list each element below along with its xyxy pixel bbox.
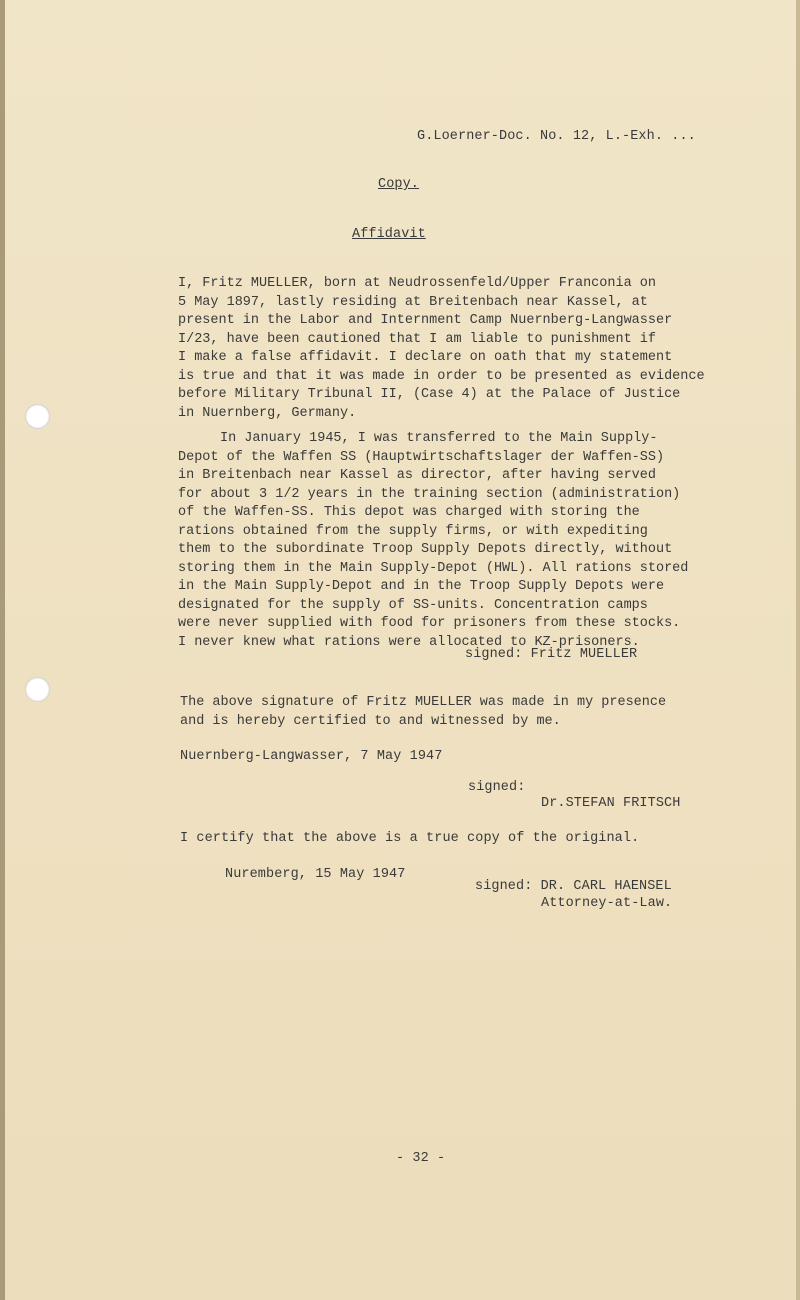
paragraph-line: and is hereby certified to and witnessed by me. (180, 713, 561, 729)
paragraph-line: designated for the supply of SS-units. Concentration camps (178, 597, 648, 613)
punch-hole-bottom (25, 677, 50, 702)
paragraph-line: 5 May 1897, lastly residing at Breitenbach near Kassel, at (178, 294, 648, 310)
page-number: - 32 - (396, 1151, 446, 1166)
affidavit-paragraph-1 (178, 275, 705, 423)
true-copy-statement: I certify that the above is a true copy of the original. (180, 831, 640, 846)
paragraph-line: were never supplied with food for prisoners from these stocks. (178, 616, 681, 631)
paragraph-line: is true and that it was made in order to be presented as evidence (178, 368, 705, 384)
place-date-2: Nuremberg, 15 May 1947 (225, 867, 406, 882)
paragraph-line: for about 3 1/2 years in the training section (administration) (178, 486, 681, 502)
paragraph-line: in Breitenbach near Kassel as director, after having served (178, 468, 656, 483)
paragraph-line: present in the Labor and Internment Camp Nuernberg-Langwasser (178, 313, 673, 328)
paragraph-line: I make a false affidavit. I declare on oath that my statement (178, 350, 673, 365)
paragraph-line: I, Fritz MUELLER, born at Neudrossenfeld/Upper Franconia on (178, 276, 656, 291)
paragraph-line: Depot of the Waffen SS (Hauptwirtschaftslager der Waffen-SS) (178, 449, 665, 465)
paragraph-line: in the Main Supply-Depot and in the Troop Supply Depots were (178, 579, 665, 594)
signed-label: signed: (468, 780, 526, 795)
paragraph-line: I never knew what rations were allocated to KZ-prisoners. (178, 634, 640, 650)
paragraph-line: before Military Tribunal II, (Case 4) at the Palace of Justice (178, 387, 681, 402)
paragraph-line: The above signature of Fritz MUELLER was made in my presence (180, 695, 667, 710)
place-date-1: Nuernberg-Langwasser, 7 May 1947 (180, 749, 443, 764)
right-page-edge (796, 0, 800, 1300)
paragraph-line: In January 1945, I was transferred to the Main Supply- (220, 431, 658, 446)
signature-haensel: signed: DR. CARL HAENSEL (475, 879, 672, 894)
attorney-title: Attorney-at-Law. (541, 896, 673, 911)
certification-paragraph (180, 694, 666, 731)
paragraph-line: them to the subordinate Troop Supply Depots directly, without (178, 542, 673, 557)
paragraph-line: rations obtained from the supply firms, or with expediting (178, 523, 648, 539)
witness-name: Dr.STEFAN FRITSCH (541, 796, 681, 811)
copy-label: Copy. (378, 177, 420, 192)
paragraph-line: I/23, have been cautioned that I am liable to punishment if (178, 331, 656, 347)
paragraph-line: in Nuernberg, Germany. (178, 405, 357, 421)
affidavit-paragraph-2 (178, 430, 688, 652)
left-page-edge (0, 0, 5, 1300)
document-title: Affidavit (352, 227, 426, 242)
header-reference: G.Loerner-Doc. No. 12, L.-Exh. ... (417, 129, 696, 144)
signature-mueller: signed: Fritz MUELLER (465, 647, 638, 662)
paragraph-line: of the Waffen-SS. This depot was charged with storing the (178, 505, 640, 520)
punch-hole-top (25, 404, 50, 429)
paragraph-line: storing them in the Main Supply-Depot (HWL). All rations stored (178, 560, 689, 576)
